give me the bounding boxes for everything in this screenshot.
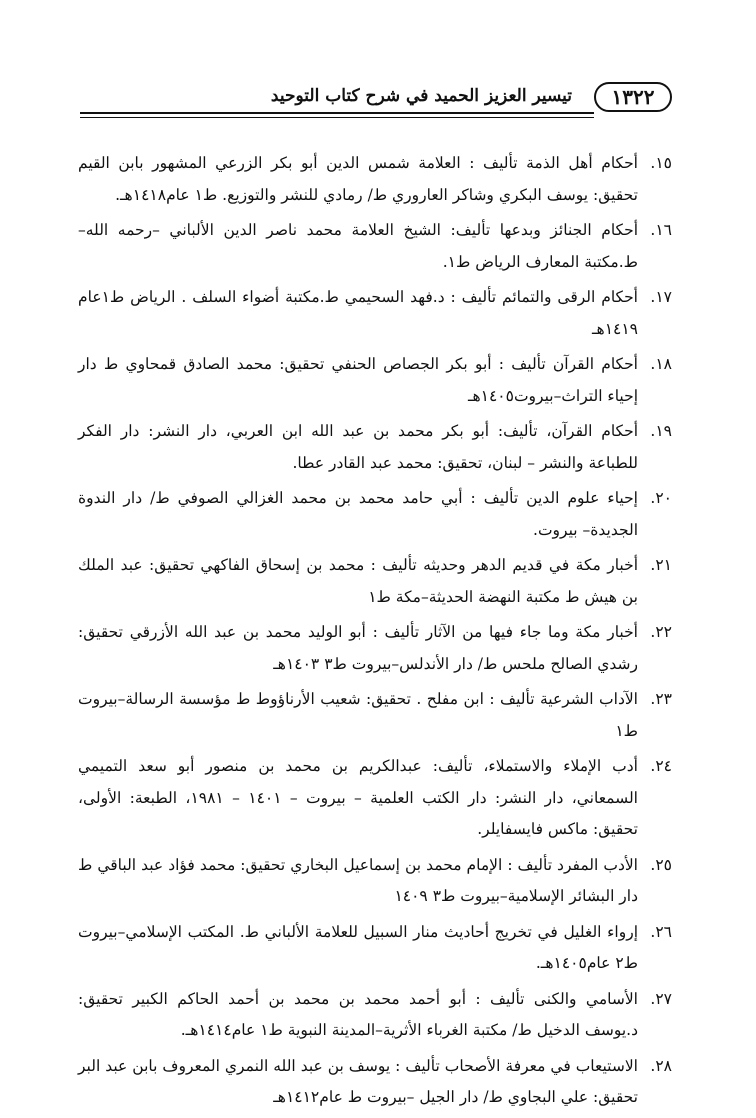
reference-entry (78, 483, 672, 546)
reference-number: ٢٢. (650, 623, 672, 641)
reference-text: الاستيعاب في معرفة الأصحاب تأليف : يوسف بن عبد الله النمري المعروف بابن عبد البر تحقيق: علي البجاوي ط/ دار الجيل –بيروت ط عام١٤١٢هـ (78, 1056, 638, 1106)
reference-number: ١٥. (650, 154, 672, 172)
page-number: ١٣٢٢ (594, 82, 672, 112)
reference-number: ١٧. (650, 288, 672, 306)
reference-entry (78, 1051, 672, 1114)
reference-number: ٢٦. (650, 922, 672, 941)
reference-text: الأدب المفرد تأليف : الإمام محمد بن إسماعيل البخاري تحقيق: محمد فؤاد عبد الباقي ط دار البشائر الإسلامية–بيروت ط٣ ١٤٠٩ (78, 855, 638, 905)
reference-number: ٢٨. (650, 1056, 672, 1075)
reference-entry (78, 617, 672, 680)
reference-text: أحكام أهل الذمة تأليف : العلامة شمس الدين أبو بكر الزرعي المشهور بابن القيم تحقيق: يوسف البكري وشاكر العاروري ط/ رمادي للنشر والتوزيع. ط١ عام١٤١٨هـ. (78, 154, 638, 204)
reference-text: أخبار مكة في قديم الدهر وحديثه تأليف : محمد بن إسحاق الفاكهي تحقيق: عبد الملك بن هيش ط مكتبة النهضة الحديثة–مكة ط١ (78, 556, 638, 606)
reference-entry (78, 850, 672, 913)
reference-text: أدب الإملاء والاستملاء، تأليف: عبدالكريم بن محمد بن منصور أبو سعد التميمي السمعاني، دار النشر: دار الكتب العلمية – بيروت – ١٤٠١ – ١٩٨١، الطبعة: الأولى، تحقيق: ماكس فايسفايلر. (78, 757, 638, 838)
reference-text: أحكام الرقى والتمائم تأليف : د.فهد السحيمي ط.مكتبة أضواء السلف . الرياض ط١عام ١٤١٩هـ (78, 288, 638, 338)
reference-text: أحكام القرآن، تأليف: أبو بكر محمد بن عبد الله ابن العربي، دار النشر: دار الفكر للطباعة والنشر – لبنان، تحقيق: محمد عبد القادر عطا. (78, 422, 638, 472)
reference-entry (78, 215, 672, 278)
reference-text: أخبار مكة وما جاء فيها من الآثار تأليف : أبو الوليد محمد بن عبد الله الأزرقي تحقيق: رشدي الصالح ملحس ط/ دار الأندلس–بيروت ط٣ ١٤٠٣هـ (78, 623, 638, 673)
reference-list (78, 148, 672, 1118)
reference-entry (78, 349, 672, 412)
running-header (80, 82, 672, 116)
reference-number: ٢٤. (650, 757, 672, 775)
reference-number: ٢٠. (650, 489, 672, 507)
reference-number: ٢٣. (650, 690, 672, 708)
reference-entry (78, 550, 672, 613)
reference-text: أحكام الجنائز وبدعها تأليف: الشيخ العلامة محمد ناصر الدين الألباني –رحمه الله– ط.مكتبة المعارف الرياض ط١. (78, 221, 638, 271)
reference-text: الآداب الشرعية تأليف : ابن مفلح . تحقيق: شعيب الأرناؤوط ط مؤسسة الرسالة–بيروت ط١ (78, 690, 638, 740)
header-rule-thin (80, 117, 594, 118)
reference-text: إحياء علوم الدين تأليف : أبي حامد محمد بن محمد الغزالي الصوفي ط/ دار الندوة الجديدة– بيروت. (78, 489, 638, 539)
reference-entry (78, 148, 672, 211)
reference-entry (78, 416, 672, 479)
reference-entry (78, 751, 672, 846)
reference-entry (78, 917, 672, 980)
reference-text: إرواء الغليل في تخريج أحاديث منار السبيل للعلامة الألباني ط. المكتب الإسلامي–بيروت ط٢ عام١٤٠٥هـ. (78, 922, 638, 972)
reference-number: ١٨. (650, 355, 672, 373)
reference-text: الأسامي والكنى تأليف : أبو أحمد محمد بن محمد بن أحمد الحاكم الكبير تحقيق: د.يوسف الدخيل ط/ مكتبة الغرباء الأثرية–المدينة النبوية ط١ عام١٤١٤هـ. (78, 989, 638, 1039)
book-title: تيسير العزيز الحميد في شرح كتاب التوحيد (270, 86, 572, 106)
reference-number: ١٦. (650, 221, 672, 239)
reference-text: أحكام القرآن تأليف : أبو بكر الجصاص الحنفي تحقيق: محمد الصادق قمحاوي ط دار إحياء التراث–بيروت١٤٠٥هـ (78, 355, 638, 405)
reference-entry (78, 984, 672, 1047)
reference-number: ٢٥. (650, 855, 672, 874)
reference-number: ٢٧. (650, 989, 672, 1008)
header-rule (80, 112, 594, 114)
reference-entry (78, 282, 672, 345)
reference-entry (78, 684, 672, 747)
reference-number: ١٩. (650, 422, 672, 440)
reference-number: ٢١. (650, 556, 672, 574)
